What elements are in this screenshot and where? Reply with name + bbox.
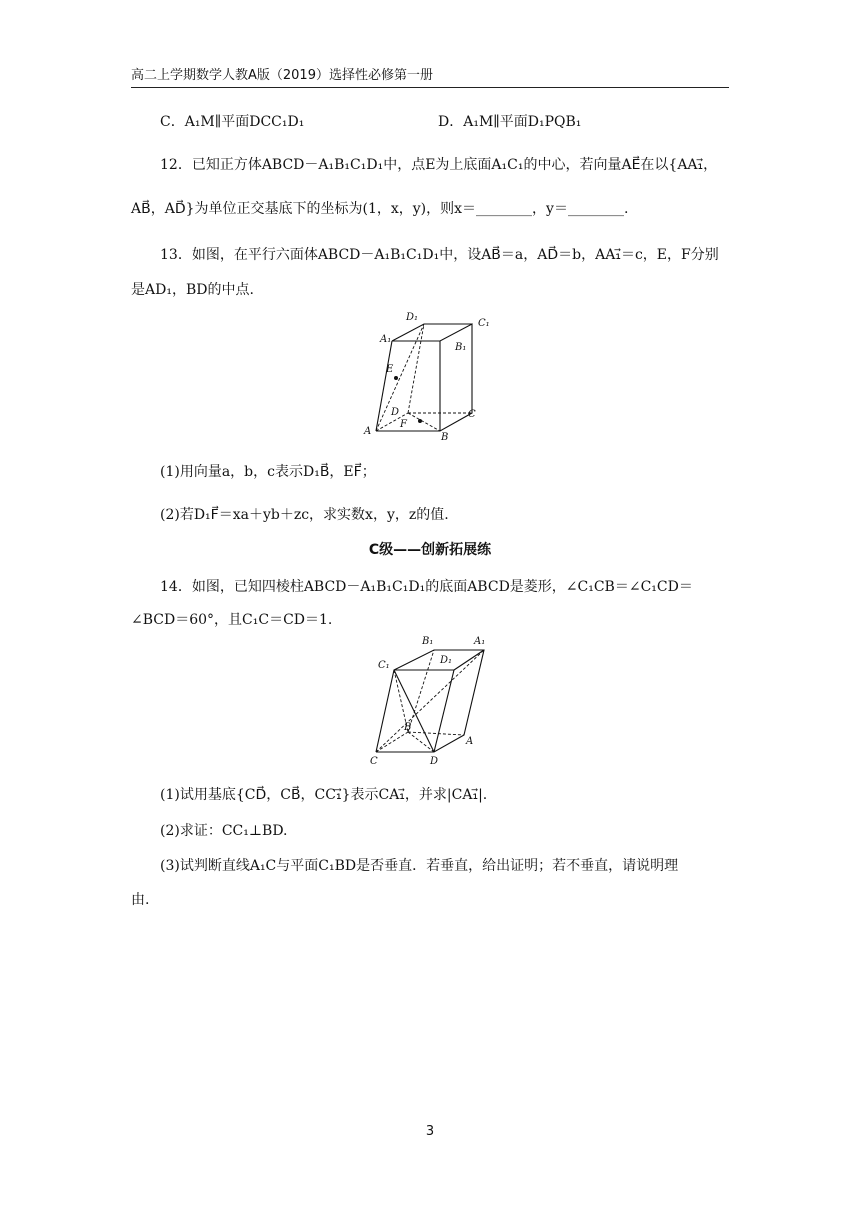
section-c-heading: C级——创新拓展练 xyxy=(368,542,492,558)
label-c: C xyxy=(468,409,476,420)
label-d1: D₁ xyxy=(440,655,453,666)
label-c: C xyxy=(370,756,378,767)
label-d1: D₁ xyxy=(406,312,419,323)
point-f xyxy=(418,419,422,423)
label-c1: C₁ xyxy=(478,318,490,329)
q14-part3-line2: 由. xyxy=(131,892,150,908)
label-c1: C₁ xyxy=(378,660,390,671)
q13-line2: 是AD₁，BD的中点. xyxy=(131,282,254,298)
label-a: A xyxy=(466,736,474,747)
label-b: B xyxy=(404,722,412,733)
q13-part2: (2)若D₁F⃗＝xa＋yb＋zc，求实数x，y，z的值. xyxy=(160,507,449,523)
label-d: D xyxy=(430,756,439,767)
label-d: D xyxy=(391,407,400,418)
page-number: 3 xyxy=(425,1124,435,1139)
q13-part1: (1)用向量a，b，c表示D₁B⃗，EF⃗； xyxy=(160,464,376,480)
label-a1: A₁ xyxy=(474,636,486,647)
page-header: 高二上学期数学人教A版（2019）选择性必修第一册 xyxy=(131,64,729,88)
q14-part3-line1: (3)试判断直线A₁C与平面C₁BD是否垂直．若垂直，给出证明；若不垂直，请说明理 xyxy=(160,858,679,874)
q14-part2: (2)求证：CC₁⊥BD. xyxy=(160,823,288,839)
label-f: F xyxy=(400,419,407,430)
label-a1: A₁ xyxy=(380,334,392,345)
option-c: C．A₁M∥平面DCC₁D₁ xyxy=(160,114,305,130)
q14-line1: 14．如图，已知四棱柱ABCD－A₁B₁C₁D₁的底面ABCD是菱形，∠C₁CB＝∠C₁CD＝ xyxy=(160,579,693,595)
q13-line1: 13．如图，在平行六面体ABCD－A₁B₁C₁D₁中，设AB⃗＝a，AD⃗＝b，AA₁⃗＝c，E，F分别 xyxy=(160,247,719,263)
label-e: E xyxy=(386,364,394,375)
q14-line2: ∠BCD＝60°，且C₁C＝CD＝1. xyxy=(131,612,333,628)
label-b1: B₁ xyxy=(422,636,434,647)
label-b: B xyxy=(441,432,449,443)
point-e xyxy=(394,376,398,380)
label-a: A xyxy=(364,426,372,437)
q12-line2: AB⃗，AD⃗}为单位正交基底下的坐标为(1，x，y)，则x＝________，y＝________. xyxy=(131,201,629,217)
q12-line1: 12．已知正方体ABCD－A₁B₁C₁D₁中，点E为上底面A₁C₁的中心，若向量AE⃗在以{AA₁⃗， xyxy=(160,157,718,173)
label-b1: B₁ xyxy=(455,342,467,353)
prism-figure xyxy=(362,630,498,768)
q14-part1: (1)试用基底{CD⃗，CB⃗，CC₁⃗}表示CA₁⃗，并求|CA₁⃗|. xyxy=(160,787,488,803)
option-d: D．A₁M∥平面D₁PQB₁ xyxy=(438,114,582,130)
parallelepiped-figure xyxy=(360,306,510,444)
